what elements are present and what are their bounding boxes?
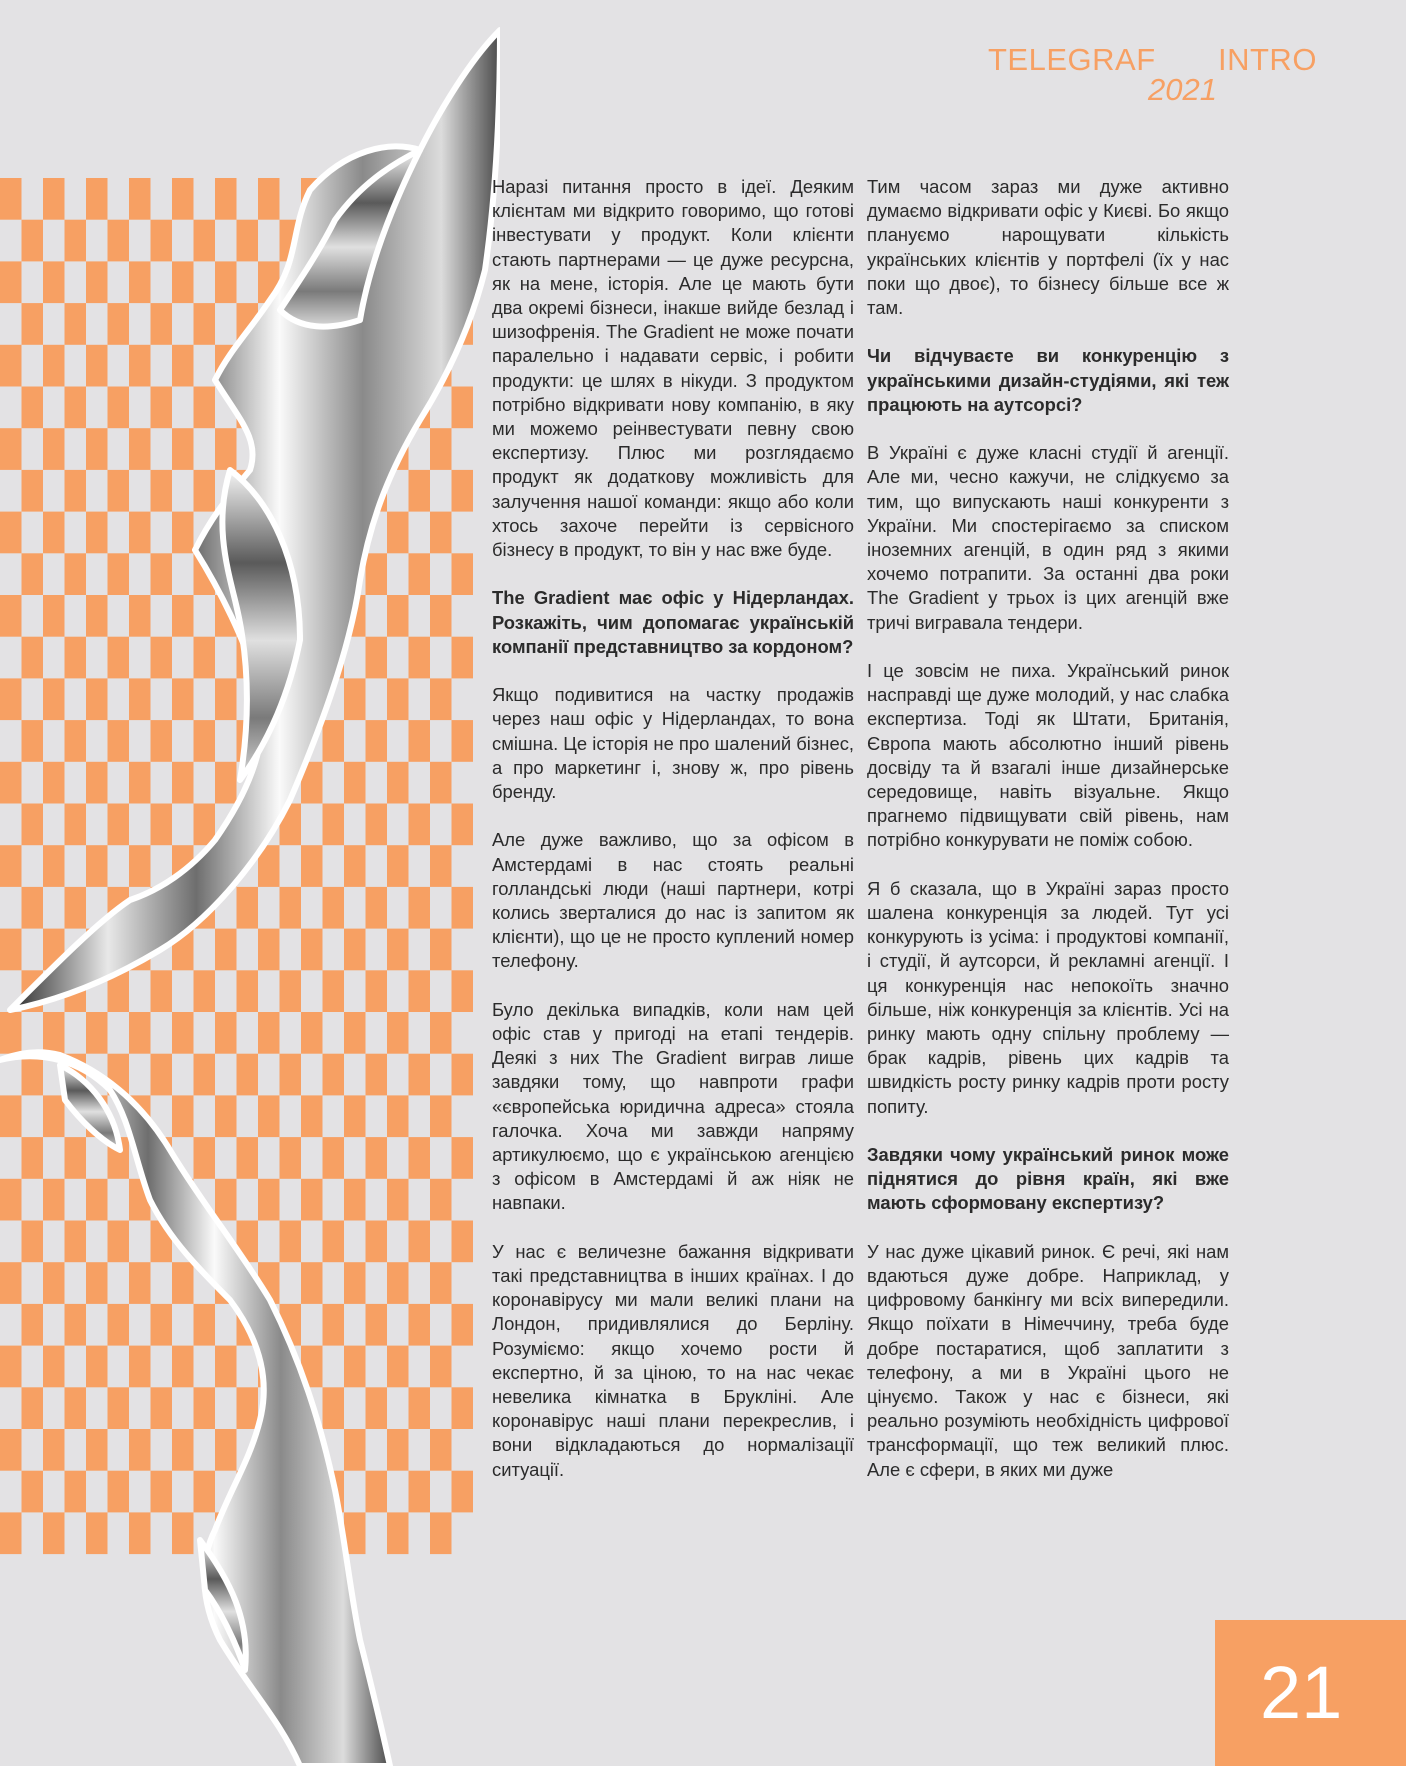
checker-cell bbox=[43, 1012, 65, 1054]
checker-cell bbox=[387, 1179, 409, 1221]
checker-cell bbox=[237, 1387, 259, 1429]
checker-cell bbox=[237, 970, 259, 1012]
checker-cell bbox=[430, 512, 452, 554]
checker-cell bbox=[22, 887, 44, 929]
checker-cell bbox=[0, 1095, 22, 1137]
checker-cell bbox=[194, 637, 216, 679]
checker-cell bbox=[387, 929, 409, 971]
checker-cell bbox=[344, 762, 366, 804]
checker-cell bbox=[0, 595, 22, 637]
checker-cell bbox=[151, 220, 173, 262]
checker-cell bbox=[129, 678, 151, 720]
checker-cell bbox=[452, 1387, 474, 1429]
checker-cell bbox=[258, 1179, 280, 1221]
checker-cell bbox=[366, 1221, 388, 1263]
checker-cell bbox=[108, 1387, 130, 1429]
checker-cell bbox=[430, 845, 452, 887]
checker-cell bbox=[215, 1095, 237, 1137]
interview-question: Чи відчуваєте ви конкуренцію з українськими дизайн-студіями, які теж працюють на аутсорсі? bbox=[867, 345, 1229, 415]
article-paragraph: Я б сказала, що в Україні зараз просто шалена конкуренція за людей. Тут усі конкурують із усіма: і продуктові компанії, і студії, й аутсорси, й рекламні агенції. І ця конкуренція нас непокоїть значно більше, ніж конкуренція за клієнтів. Усі на ринку мають одну спільну проблему — брак кадрів, рівень цих кадрів та швидкість росту ринку кадрів проти росту попиту. bbox=[867, 877, 1229, 1117]
checker-cell bbox=[172, 345, 194, 387]
checker-cell bbox=[22, 387, 44, 429]
checker-cell bbox=[194, 1471, 216, 1513]
checker-cell bbox=[366, 1387, 388, 1429]
checker-cell bbox=[430, 762, 452, 804]
checker-cell bbox=[430, 1179, 452, 1221]
checker-cell bbox=[108, 1304, 130, 1346]
checker-cell bbox=[366, 720, 388, 762]
checker-cell bbox=[65, 804, 87, 846]
checker-cell bbox=[452, 1054, 474, 1096]
checker-cell bbox=[452, 804, 474, 846]
checker-cell bbox=[129, 762, 151, 804]
article-paragraph: В Україні є дуже класні студії й агенції. Але ми, чесно кажучи, не слідкуємо за тим, що випускають наші конкуренти з України. Ми спостерігаємо за списком іноземних агенцій, в один ряд з якими хочемо потрапити. За останні два роки The Gradient у трьох із цих агенцій вже тричі вигравала тендери. bbox=[867, 442, 1229, 633]
checker-cell bbox=[0, 345, 22, 387]
checker-cell bbox=[258, 1012, 280, 1054]
checker-cell bbox=[430, 1095, 452, 1137]
checker-cell bbox=[43, 345, 65, 387]
checker-cell bbox=[323, 720, 345, 762]
checker-cell bbox=[172, 595, 194, 637]
article-paragraph: Але дуже важливо, що за офісом в Амстердамі в нас стоять реальні голландські люди (наші партнери, котрі колись зверталися до нас із запитом як клієнти), що це не просто куплений номер телефону. bbox=[492, 829, 854, 972]
checker-cell bbox=[323, 804, 345, 846]
checker-cell bbox=[452, 887, 474, 929]
checker-cell bbox=[172, 261, 194, 303]
checker-cell bbox=[280, 970, 302, 1012]
checker-cell bbox=[194, 804, 216, 846]
checker-cell bbox=[129, 428, 151, 470]
checker-cell bbox=[387, 512, 409, 554]
checker-cell bbox=[430, 1012, 452, 1054]
checker-cell bbox=[280, 1137, 302, 1179]
checker-cell bbox=[430, 1429, 452, 1471]
decorative-artwork bbox=[0, 0, 500, 1766]
checker-cell bbox=[452, 720, 474, 762]
checker-cell bbox=[172, 512, 194, 554]
checker-cell bbox=[108, 470, 130, 512]
checker-cell bbox=[0, 1179, 22, 1221]
checker-cell bbox=[301, 1179, 323, 1221]
checker-cell bbox=[86, 1346, 108, 1388]
checker-cell bbox=[430, 678, 452, 720]
checker-cell bbox=[215, 762, 237, 804]
checker-cell bbox=[409, 887, 431, 929]
checker-cell bbox=[86, 845, 108, 887]
checker-cell bbox=[65, 470, 87, 512]
checker-cell bbox=[86, 512, 108, 554]
checker-cell bbox=[65, 1137, 87, 1179]
checker-cell bbox=[43, 678, 65, 720]
checker-cell bbox=[151, 553, 173, 595]
checker-cell bbox=[86, 595, 108, 637]
checker-cell bbox=[129, 1512, 151, 1554]
checker-cell bbox=[151, 1054, 173, 1096]
checker-cell bbox=[108, 1471, 130, 1513]
checker-cell bbox=[0, 1346, 22, 1388]
checker-cell bbox=[323, 970, 345, 1012]
checker-cell bbox=[452, 1471, 474, 1513]
checker-cell bbox=[452, 1221, 474, 1263]
checker-cell bbox=[430, 929, 452, 971]
checker-cell bbox=[409, 1471, 431, 1513]
checker-cell bbox=[108, 303, 130, 345]
checker-cell bbox=[344, 1095, 366, 1137]
checker-cell bbox=[409, 1221, 431, 1263]
checker-cell bbox=[387, 1429, 409, 1471]
checker-cell bbox=[0, 1012, 22, 1054]
checker-cell bbox=[22, 1137, 44, 1179]
checker-cell bbox=[129, 1262, 151, 1304]
checker-cell bbox=[172, 678, 194, 720]
checker-cell bbox=[387, 1262, 409, 1304]
checker-cell bbox=[366, 1054, 388, 1096]
checker-cell bbox=[366, 1137, 388, 1179]
checker-cell bbox=[344, 678, 366, 720]
article-paragraph: Наразі питання просто в ідеї. Деяким клієнтам ми відкрито говоримо, що готові інвестувати у продукт. Коли клієнти стають партнерами — це дуже ресурсна, як на мене, історія. Але це мають бути два окремі бізнеси, інакше вийде безлад і шизофренія. The Gradient не може почати паралельно і надавати сервіс, і робити продукти: це шлях в нікуди. З продуктом потрібно відкривати нову компанію, в яку ми можемо реінвестувати певну свою експертизу. Плюс ми розглядаємо продукт як додаткову можливість для залучення нашої команди: якщо або коли хтось захоче перейти із сервісного бізнесу в продукт, то він у нас вже буде. bbox=[492, 176, 854, 561]
checker-cell bbox=[22, 1387, 44, 1429]
checker-cell bbox=[194, 1387, 216, 1429]
page-header bbox=[988, 42, 1318, 112]
checker-cell bbox=[194, 470, 216, 512]
checker-cell bbox=[22, 553, 44, 595]
checker-cell bbox=[452, 553, 474, 595]
checker-cell bbox=[43, 1095, 65, 1137]
checker-cell bbox=[129, 1012, 151, 1054]
checker-cell bbox=[366, 1471, 388, 1513]
checker-cell bbox=[43, 1346, 65, 1388]
checker-cell bbox=[0, 1512, 22, 1554]
checker-cell bbox=[0, 845, 22, 887]
checker-cell bbox=[387, 678, 409, 720]
checker-cell bbox=[129, 178, 151, 220]
checker-cell bbox=[215, 428, 237, 470]
checker-cell bbox=[366, 553, 388, 595]
checker-cell bbox=[237, 1054, 259, 1096]
checker-cell bbox=[172, 1512, 194, 1554]
checker-cell bbox=[258, 178, 280, 220]
checker-cell bbox=[65, 553, 87, 595]
checker-cell bbox=[344, 1429, 366, 1471]
checker-cell bbox=[430, 1512, 452, 1554]
checker-cell bbox=[86, 428, 108, 470]
checker-cell bbox=[86, 678, 108, 720]
checker-cell bbox=[43, 1179, 65, 1221]
checker-cell bbox=[43, 1262, 65, 1304]
checker-cell bbox=[215, 178, 237, 220]
checker-cell bbox=[129, 1346, 151, 1388]
checker-cell bbox=[0, 512, 22, 554]
checker-cell bbox=[43, 428, 65, 470]
checker-cell bbox=[237, 220, 259, 262]
checker-cell bbox=[43, 261, 65, 303]
checker-cell bbox=[215, 1346, 237, 1388]
checker-cell bbox=[194, 1137, 216, 1179]
checker-cell bbox=[151, 1387, 173, 1429]
checker-cell bbox=[129, 845, 151, 887]
magazine-year: 2021 bbox=[1148, 72, 1217, 107]
checker-cell bbox=[387, 1095, 409, 1137]
checker-cell bbox=[323, 1304, 345, 1346]
checker-cell bbox=[258, 929, 280, 971]
checker-cell bbox=[323, 1137, 345, 1179]
checker-cell bbox=[366, 887, 388, 929]
interview-question: The Gradient має офіс у Нідерландах. Розкажіть, чим допомагає українській компанії представництво за кордоном? bbox=[492, 587, 854, 657]
checker-cell bbox=[65, 637, 87, 679]
checker-cell bbox=[323, 1054, 345, 1096]
checker-cell bbox=[409, 804, 431, 846]
checker-cell bbox=[301, 1262, 323, 1304]
checker-cell bbox=[108, 387, 130, 429]
checker-cell bbox=[409, 720, 431, 762]
checker-cell bbox=[344, 929, 366, 971]
checker-cell bbox=[22, 637, 44, 679]
checker-cell bbox=[301, 1012, 323, 1054]
checker-cell bbox=[43, 512, 65, 554]
checker-cell bbox=[129, 595, 151, 637]
checker-cell bbox=[409, 970, 431, 1012]
page-number: 21 bbox=[1215, 1620, 1406, 1766]
checker-cell bbox=[151, 720, 173, 762]
checker-cell bbox=[172, 1095, 194, 1137]
checker-cell bbox=[194, 387, 216, 429]
checker-cell bbox=[151, 637, 173, 679]
checker-cell bbox=[151, 970, 173, 1012]
checker-cell bbox=[86, 1429, 108, 1471]
article-paragraph: У нас дуже цікавий ринок. Є речі, які нам вдаються дуже добре. Наприклад, у цифровому банкінгу ми всіх випередили. Якщо поїхати в Німеччину, треба буде добре постаратися, щоб заплатити з телефону, а ми в Україні цього не цінуємо. Також у нас є бізнеси, які реально розуміють необхідність цифрової трансформації, що теж великий плюс. Але є сфери, в яких ми дуже bbox=[867, 1240, 1229, 1480]
checker-cell bbox=[108, 553, 130, 595]
checker-cell bbox=[129, 1429, 151, 1471]
checker-cell bbox=[172, 178, 194, 220]
checker-cell bbox=[430, 1346, 452, 1388]
checker-cell bbox=[43, 845, 65, 887]
checker-cell bbox=[452, 1137, 474, 1179]
checker-cell bbox=[65, 220, 87, 262]
checker-cell bbox=[301, 929, 323, 971]
checker-cell bbox=[215, 261, 237, 303]
checker-cell bbox=[151, 470, 173, 512]
article-paragraph: І це зовсім не пиха. Український ринок насправді ще дуже молодий, у нас слабка експертиза. Тоді як Штати, Британія, Європа мають абсолютно інший рівень досвіду та й взагалі інше дизайнерське середовище, навіть візуальне. Якщо прагнемо підвищувати свій рівень, нам потрібно конкурувати не поміж собою. bbox=[867, 660, 1229, 851]
checker-cell bbox=[108, 220, 130, 262]
checker-cell bbox=[194, 720, 216, 762]
checker-cell bbox=[22, 1221, 44, 1263]
checker-cell bbox=[194, 1054, 216, 1096]
article-paragraph: Було декілька випадків, коли нам цей офіс став у пригоді на етапі тендерів. Деякі з них The Gradient виграв лише завдяки тому, що навпроти графи «європейська юридична адреса» стояла галочка. Хоча ми завжди напряму артикулюємо, що є українською агенцією з офісом в Амстердамі й аж ніяк не навпаки. bbox=[492, 998, 854, 1214]
checker-cell bbox=[194, 303, 216, 345]
checker-cell bbox=[366, 970, 388, 1012]
checker-cell bbox=[86, 1512, 108, 1554]
checker-cell bbox=[86, 1012, 108, 1054]
magazine-brand: TELEGRAF bbox=[988, 42, 1156, 77]
checker-cell bbox=[323, 1221, 345, 1263]
checker-cell bbox=[409, 553, 431, 595]
checker-cell bbox=[452, 470, 474, 512]
checker-cell bbox=[86, 1179, 108, 1221]
checker-cell bbox=[22, 1054, 44, 1096]
checker-cell bbox=[108, 1221, 130, 1263]
checker-cell bbox=[22, 1304, 44, 1346]
checker-cell bbox=[172, 428, 194, 470]
checker-cell bbox=[65, 387, 87, 429]
checker-cell bbox=[172, 1012, 194, 1054]
checker-cell bbox=[215, 1429, 237, 1471]
checker-cell bbox=[387, 595, 409, 637]
checker-cell bbox=[86, 178, 108, 220]
checker-cell bbox=[108, 720, 130, 762]
checker-cell bbox=[0, 678, 22, 720]
checker-cell bbox=[151, 1471, 173, 1513]
checker-cell bbox=[129, 512, 151, 554]
checker-cell bbox=[280, 1221, 302, 1263]
checker-cell bbox=[86, 261, 108, 303]
checker-cell bbox=[0, 261, 22, 303]
checker-cell bbox=[301, 1095, 323, 1137]
checker-cell bbox=[237, 1137, 259, 1179]
checker-cell bbox=[22, 720, 44, 762]
checker-cell bbox=[22, 470, 44, 512]
checker-cell bbox=[194, 970, 216, 1012]
checker-cell bbox=[0, 1262, 22, 1304]
article-column-right bbox=[867, 175, 1229, 1506]
checker-cell bbox=[129, 345, 151, 387]
checker-cell bbox=[237, 887, 259, 929]
checker-cell bbox=[366, 804, 388, 846]
checker-cell bbox=[43, 762, 65, 804]
checker-cell bbox=[452, 1304, 474, 1346]
article-paragraph: Тим часом зараз ми дуже активно думаємо відкривати офіс у Києві. Бо якщо плануємо нарощувати кількість українських клієнтів у портфелі (їх у нас поки що двоє), то бізнесу більше все ж там. bbox=[867, 176, 1229, 319]
article-paragraph: У нас є величезне бажання відкривати такі представництва в інших країнах. І до коронавірусу ми мали великі плани на Лондон, придивлялися до Берліну. Розуміємо: якщо хочемо рости й експертно, й за ціною, то на нас чекає невелика кімнатка в Брукліні. Але коронавірус наші плани перекреслив, і вони відкладаються до нормалізації ситуації. bbox=[492, 1240, 854, 1480]
checker-cell bbox=[172, 1429, 194, 1471]
checker-cell bbox=[108, 637, 130, 679]
checker-cell bbox=[215, 1179, 237, 1221]
checker-cell bbox=[65, 720, 87, 762]
checker-cell bbox=[344, 1262, 366, 1304]
checker-cell bbox=[65, 303, 87, 345]
checker-cell bbox=[409, 1054, 431, 1096]
checker-cell bbox=[344, 1012, 366, 1054]
checker-cell bbox=[409, 1387, 431, 1429]
checker-cell bbox=[258, 1095, 280, 1137]
checker-cell bbox=[65, 1304, 87, 1346]
checker-cell bbox=[43, 178, 65, 220]
checker-cell bbox=[387, 1346, 409, 1388]
checker-cell bbox=[430, 595, 452, 637]
checker-cell bbox=[151, 804, 173, 846]
checker-cell bbox=[0, 178, 22, 220]
checker-cell bbox=[151, 303, 173, 345]
interview-question: Завдяки чому український ринок може піднятися до рівня країн, які вже мають сформовану експертизу? bbox=[867, 1144, 1229, 1214]
checker-cell bbox=[215, 678, 237, 720]
checker-cell bbox=[65, 1387, 87, 1429]
checker-cell bbox=[301, 845, 323, 887]
section-label: INTRO bbox=[1218, 42, 1317, 77]
checker-cell bbox=[409, 637, 431, 679]
checker-cell bbox=[129, 261, 151, 303]
checker-cell bbox=[409, 470, 431, 512]
checker-cell bbox=[366, 637, 388, 679]
checker-cell bbox=[172, 762, 194, 804]
checker-cell bbox=[280, 1054, 302, 1096]
checker-cell bbox=[323, 1387, 345, 1429]
checker-cell bbox=[452, 637, 474, 679]
checker-cell bbox=[22, 303, 44, 345]
checker-cell bbox=[108, 804, 130, 846]
checker-cell bbox=[151, 387, 173, 429]
checker-cell bbox=[0, 762, 22, 804]
checker-cell bbox=[0, 929, 22, 971]
checker-cell bbox=[0, 1429, 22, 1471]
checker-cell bbox=[0, 428, 22, 470]
checker-cell bbox=[194, 1304, 216, 1346]
checker-cell bbox=[387, 1012, 409, 1054]
checker-cell bbox=[43, 1512, 65, 1554]
checker-cell bbox=[280, 887, 302, 929]
checker-cell bbox=[194, 220, 216, 262]
checker-cell bbox=[86, 762, 108, 804]
checker-cell bbox=[215, 929, 237, 971]
checker-cell bbox=[43, 595, 65, 637]
article-paragraph: Якщо подивитися на частку продажів через наш офіс у Нідерландах, то вона смішна. Це історія не про шалений бізнес, а про маркетинг і, знову ж, про рівень бренду. bbox=[492, 684, 854, 803]
checker-cell bbox=[323, 887, 345, 929]
checker-cell bbox=[65, 1471, 87, 1513]
checker-cell bbox=[344, 1179, 366, 1221]
checker-cell bbox=[452, 970, 474, 1012]
checker-cell bbox=[86, 345, 108, 387]
checker-cell bbox=[22, 804, 44, 846]
checker-cell bbox=[65, 887, 87, 929]
checker-cell bbox=[344, 845, 366, 887]
checker-cell bbox=[387, 762, 409, 804]
checker-cell bbox=[172, 1346, 194, 1388]
checker-cell bbox=[22, 220, 44, 262]
checker-cell bbox=[43, 1429, 65, 1471]
checker-cell bbox=[366, 1304, 388, 1346]
checker-cell bbox=[452, 387, 474, 429]
checker-cell bbox=[387, 1512, 409, 1554]
article-column-left bbox=[492, 175, 854, 1506]
checker-cell bbox=[430, 1262, 452, 1304]
checker-cell bbox=[409, 1304, 431, 1346]
checker-cell bbox=[215, 1012, 237, 1054]
checker-cell bbox=[387, 845, 409, 887]
checker-cell bbox=[344, 1346, 366, 1388]
checker-cell bbox=[409, 1137, 431, 1179]
checker-cell bbox=[430, 428, 452, 470]
checker-cell bbox=[22, 1471, 44, 1513]
checker-cell bbox=[151, 1304, 173, 1346]
checker-cell bbox=[86, 1262, 108, 1304]
checker-cell bbox=[65, 1221, 87, 1263]
checker-cell bbox=[172, 1262, 194, 1304]
